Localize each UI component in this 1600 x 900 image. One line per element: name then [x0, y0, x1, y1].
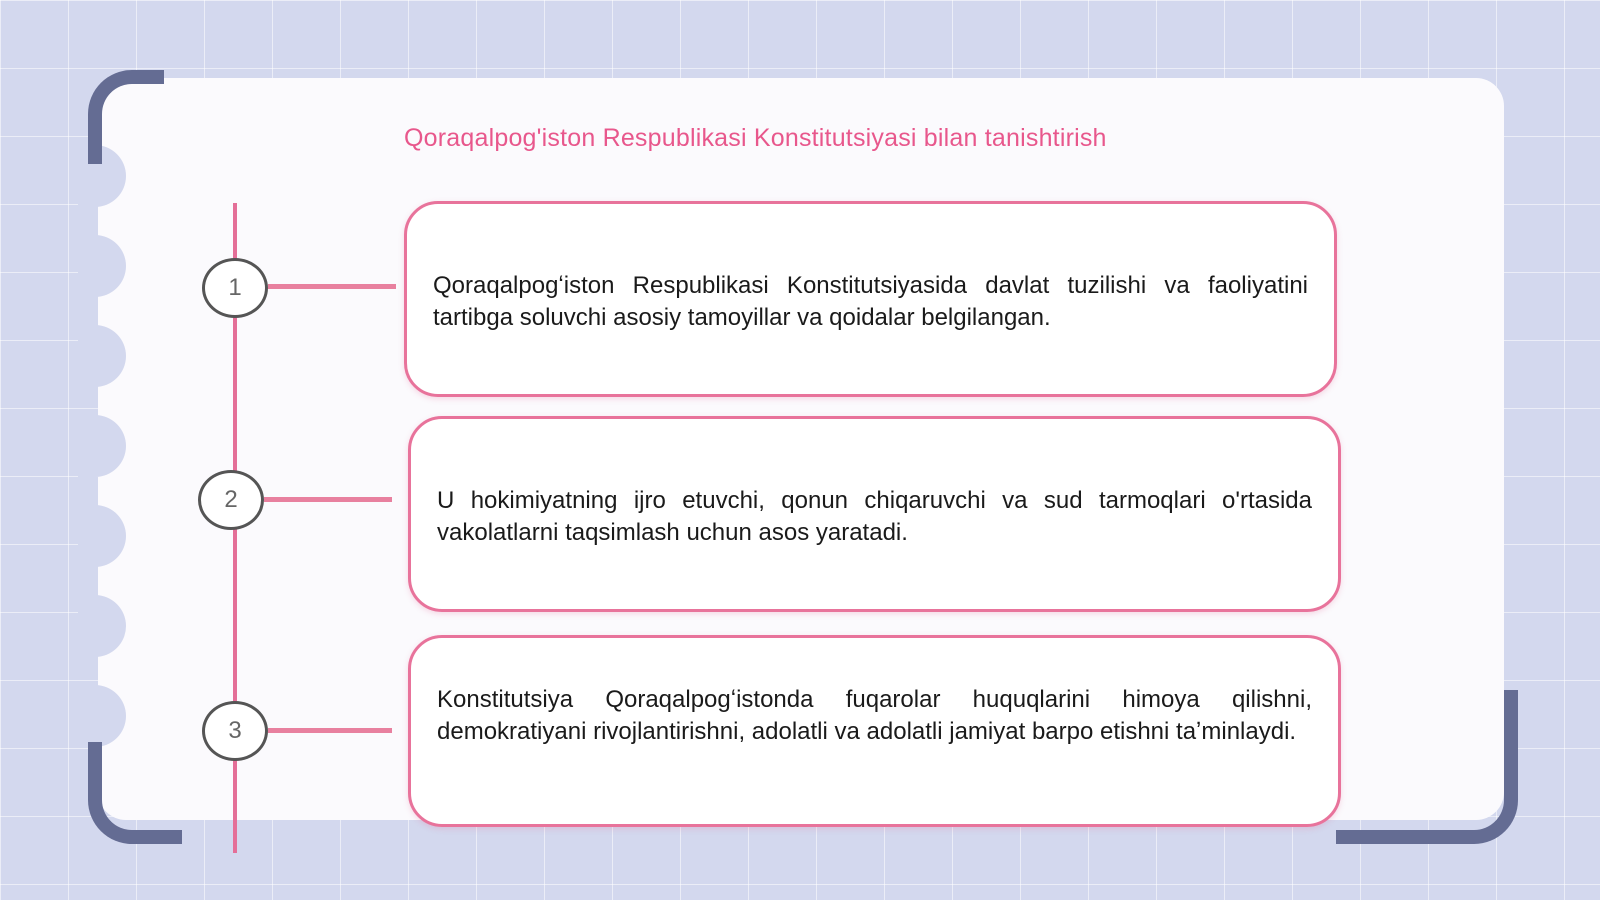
slide-title: Qoraqalpog'iston Respublikasi Konstitutsiyasi bilan tanishtirish [404, 124, 1107, 152]
step-number: 3 [228, 717, 242, 744]
corner-bracket-bottom-left [88, 742, 182, 844]
corner-bracket-top-left [88, 70, 164, 164]
step-text: Konstitutsiya Qoraqalpogʻistonda fuqarolar huquqlarini himoya qilishni, demokratiyani rivojlantirishni, adolatli va adolatli jamiyat barpo etishni taʼminlaydi. [437, 686, 1312, 745]
step-number-circle [198, 470, 264, 530]
timeline-connector [268, 728, 392, 733]
step-number-circle [202, 701, 268, 761]
corner-bracket-bottom-right [1336, 690, 1518, 844]
step-card [404, 201, 1337, 397]
step-number: 2 [224, 486, 238, 513]
timeline-connector [268, 284, 396, 289]
step-card [408, 416, 1341, 612]
timeline-connector [264, 497, 392, 502]
step-number: 1 [228, 274, 242, 301]
step-card [408, 635, 1341, 827]
step-text: U hokimiyatning ijro etuvchi, qonun chiqaruvchi va sud tarmoqlari o'rtasida vakolatlarni taqsimlash uchun asos yaratadi. [437, 487, 1312, 546]
step-text: Qoraqalpogʻiston Respublikasi Konstitutsiyasida davlat tuzilishi va faoliyatini tartibga soluvchi asosiy tamoyillar va qoidalar belgilangan. [433, 272, 1308, 331]
step-number-circle [202, 258, 268, 318]
